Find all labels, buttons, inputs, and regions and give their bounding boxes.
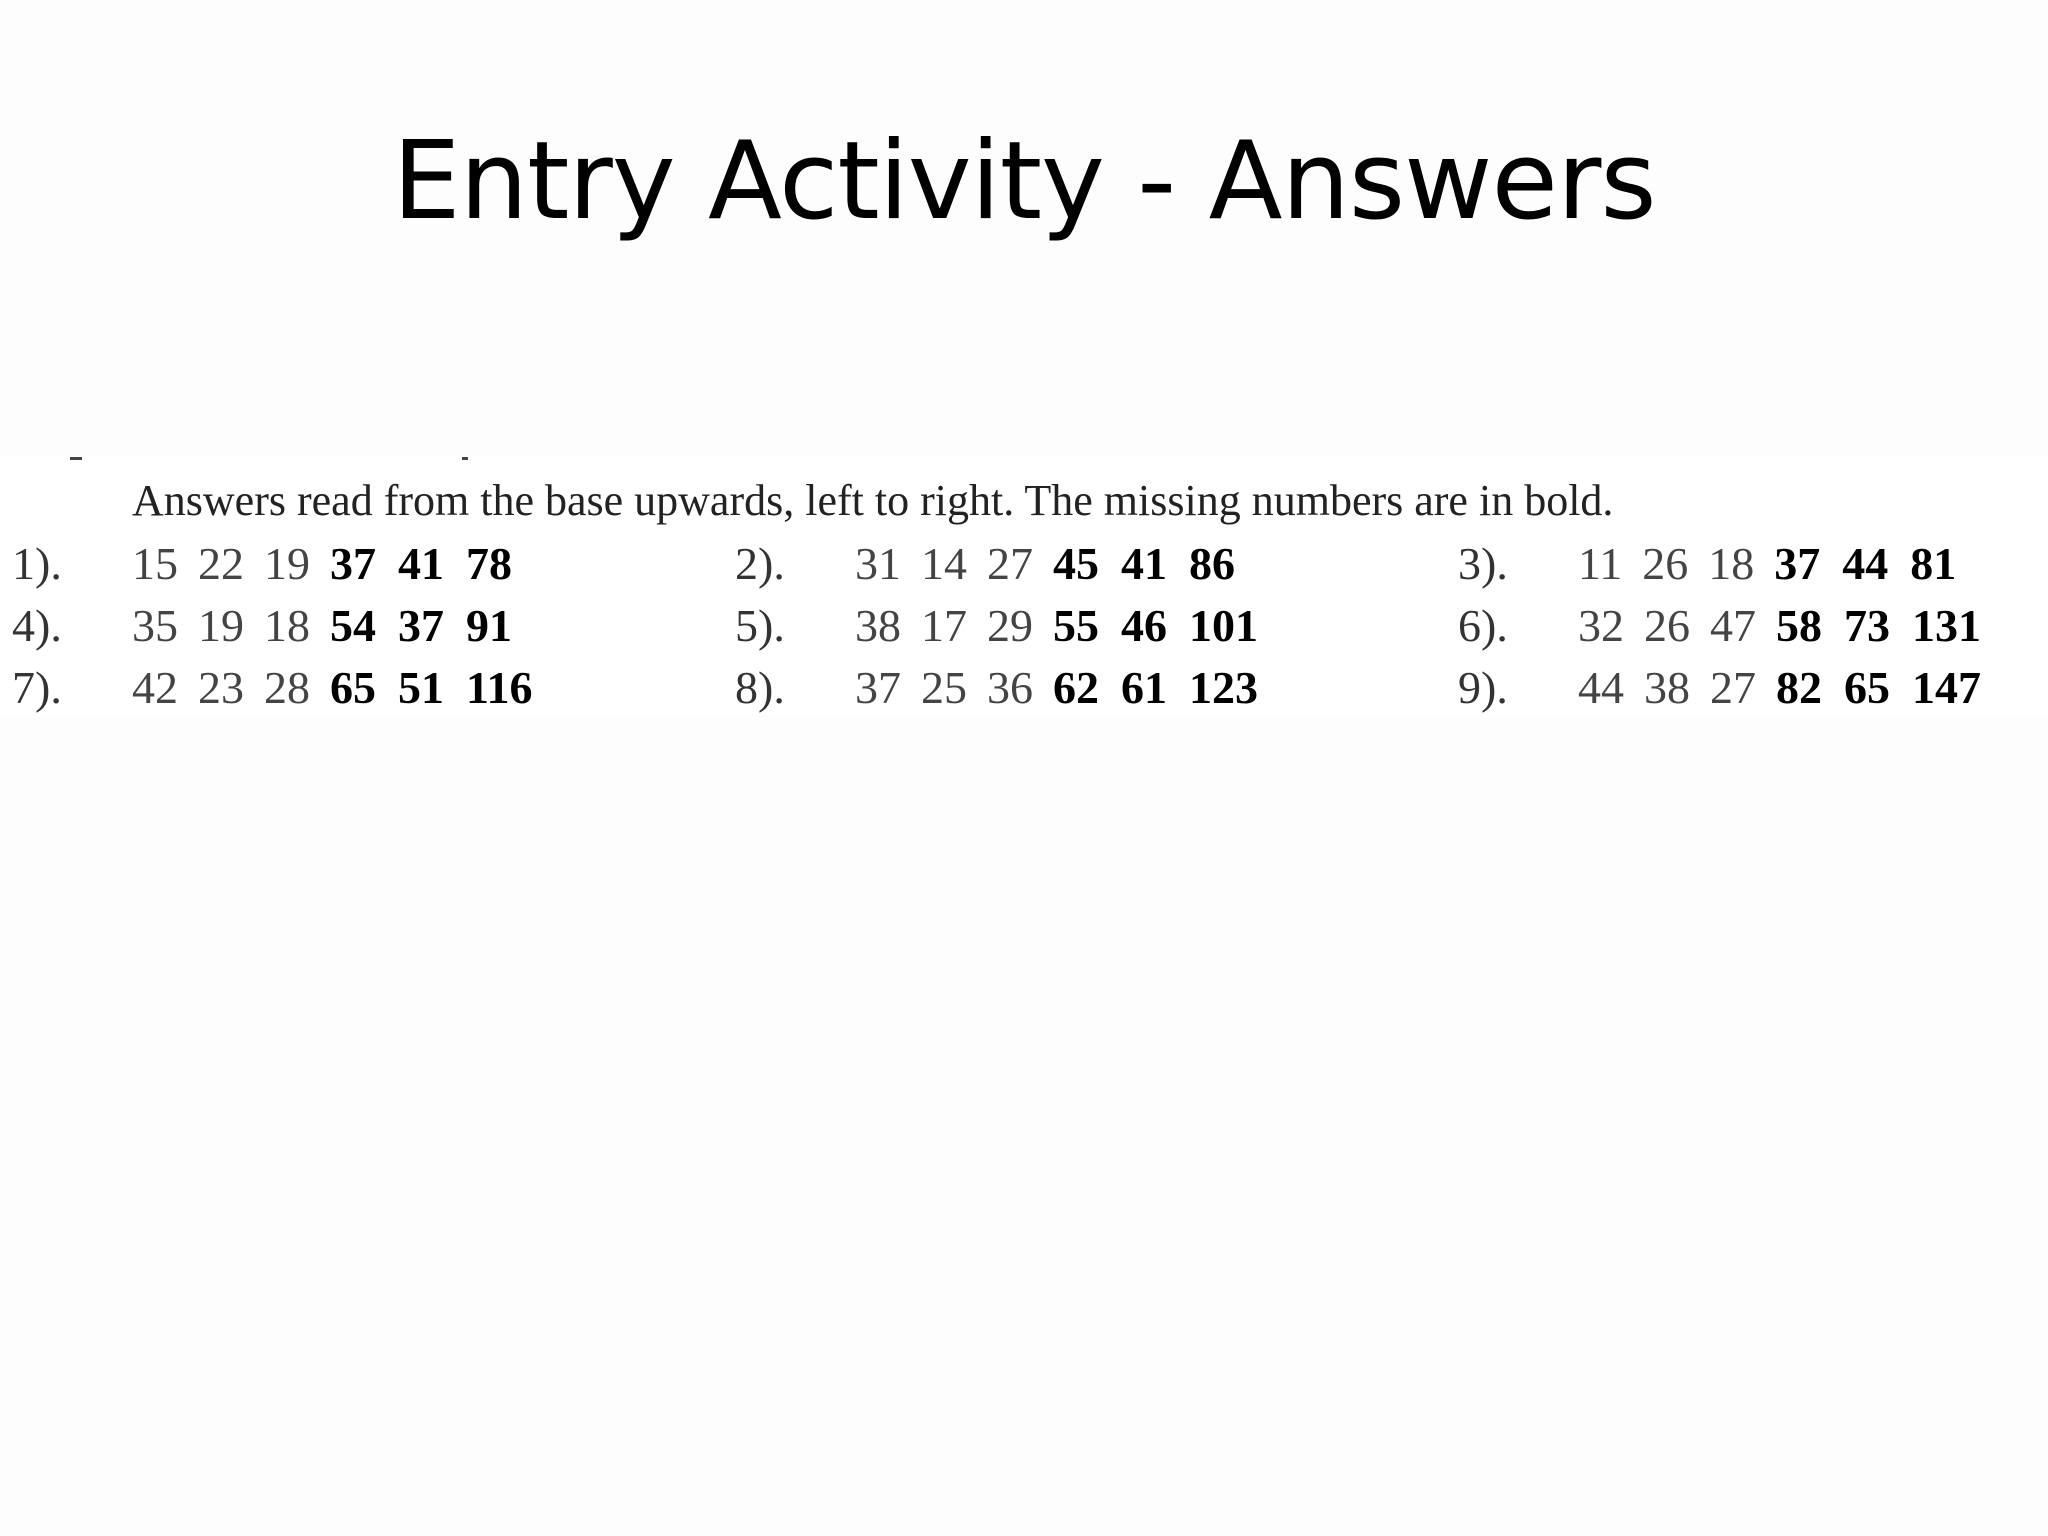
missing-number: 82 <box>1776 662 1822 713</box>
given-number: 27 <box>987 538 1033 589</box>
missing-number: 123 <box>1189 662 1258 713</box>
answer-row <box>0 533 2048 595</box>
missing-number: 51 <box>398 662 444 713</box>
given-number: 42 <box>132 662 178 713</box>
missing-number: 91 <box>466 600 512 651</box>
given-number: 11 <box>1578 538 1623 589</box>
missing-number: 65 <box>330 662 376 713</box>
missing-number: 37 <box>398 600 444 651</box>
scan-artifact <box>462 457 468 460</box>
given-number: 18 <box>1708 538 1755 589</box>
answer-item <box>735 533 1257 595</box>
given-number: 32 <box>1578 600 1624 651</box>
answer-row <box>0 595 2048 657</box>
given-number: 22 <box>198 538 244 589</box>
given-number: 23 <box>198 662 244 713</box>
given-number: 18 <box>264 600 310 651</box>
missing-number: 147 <box>1912 662 1981 713</box>
answer-item <box>1458 533 1978 595</box>
missing-number: 37 <box>1774 538 1821 589</box>
given-number: 19 <box>264 538 310 589</box>
given-number: 28 <box>264 662 310 713</box>
given-number: 19 <box>198 600 244 651</box>
given-number: 25 <box>921 662 967 713</box>
slide-title: Entry Activity - Answers <box>392 119 1656 244</box>
missing-number: 86 <box>1189 538 1235 589</box>
missing-number: 65 <box>1844 662 1890 713</box>
given-number: 37 <box>855 662 901 713</box>
answer-label: 6). <box>1458 600 1508 651</box>
answer-label: 3). <box>1458 538 1508 589</box>
answer-label: 5). <box>735 600 785 651</box>
given-number: 38 <box>1644 662 1690 713</box>
given-number: 44 <box>1578 662 1624 713</box>
scan-artifact <box>70 457 82 460</box>
answer-row <box>0 657 2048 719</box>
missing-number: 101 <box>1189 600 1258 651</box>
missing-number: 58 <box>1776 600 1822 651</box>
given-number: 36 <box>987 662 1033 713</box>
missing-number: 131 <box>1912 600 1981 651</box>
missing-number: 61 <box>1121 662 1167 713</box>
answer-label: 1). <box>12 538 62 589</box>
given-number: 17 <box>921 600 967 651</box>
missing-number: 54 <box>330 600 376 651</box>
answer-label: 7). <box>12 662 62 713</box>
missing-number: 116 <box>466 662 533 713</box>
answer-label: 8). <box>735 662 785 713</box>
missing-number: 78 <box>466 538 512 589</box>
given-number: 31 <box>855 538 901 589</box>
answers-image <box>0 455 2048 715</box>
answer-label: 4). <box>12 600 62 651</box>
missing-number: 44 <box>1842 538 1889 589</box>
missing-number: 45 <box>1053 538 1099 589</box>
missing-number: 62 <box>1053 662 1099 713</box>
given-number: 14 <box>921 538 967 589</box>
answer-item <box>1458 657 2003 719</box>
given-number: 26 <box>1644 600 1690 651</box>
answer-item <box>12 595 534 657</box>
given-number: 38 <box>855 600 901 651</box>
answers-intro: Answers read from the base upwards, left to right. The missing numbers are in bold. <box>132 476 1614 525</box>
answer-item <box>12 657 554 719</box>
given-number: 27 <box>1710 662 1756 713</box>
given-number: 47 <box>1710 600 1756 651</box>
answer-label: 9). <box>1458 662 1508 713</box>
missing-number: 46 <box>1121 600 1167 651</box>
given-number: 29 <box>987 600 1033 651</box>
answer-item <box>1458 595 2003 657</box>
given-number: 15 <box>132 538 178 589</box>
answer-item <box>735 657 1280 719</box>
missing-number: 81 <box>1910 538 1957 589</box>
missing-number: 73 <box>1844 600 1890 651</box>
answer-label: 2). <box>735 538 785 589</box>
missing-number: 55 <box>1053 600 1099 651</box>
given-number: 35 <box>132 600 178 651</box>
answer-item <box>12 533 534 595</box>
missing-number: 41 <box>1121 538 1167 589</box>
given-number: 26 <box>1642 538 1689 589</box>
answer-item <box>735 595 1280 657</box>
missing-number: 41 <box>398 538 444 589</box>
missing-number: 37 <box>330 538 376 589</box>
